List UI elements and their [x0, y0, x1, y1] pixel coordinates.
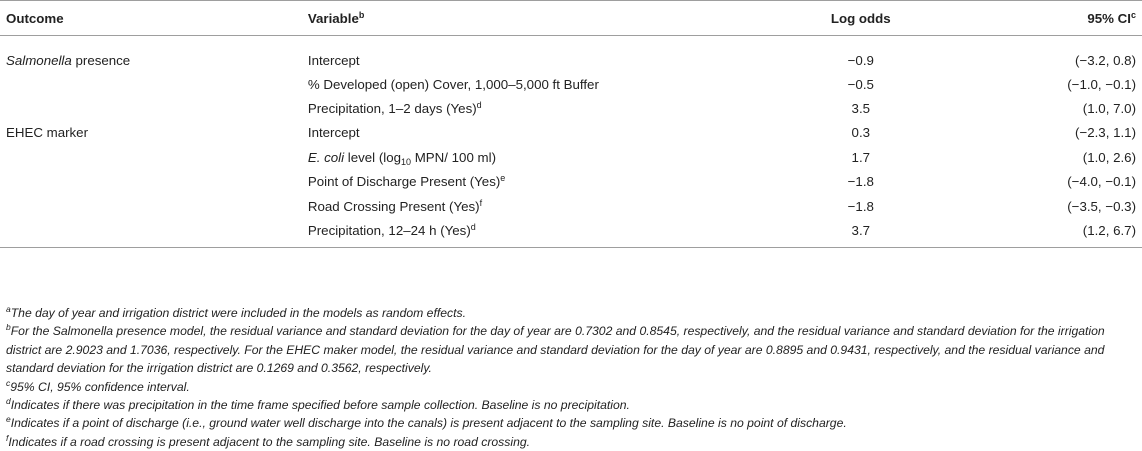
ci-cell: (1.2, 6.7)	[934, 218, 1142, 247]
variable-sup: d	[476, 100, 482, 111]
footnote	[6, 322, 1136, 377]
outcome-cell	[0, 170, 302, 194]
log-odds-cell: 3.7	[781, 218, 934, 247]
header-ci-text: 95% CI	[1087, 10, 1131, 26]
header-ci-sup: c	[1130, 9, 1136, 20]
footnote	[6, 304, 1136, 322]
outcome-cell	[0, 96, 302, 120]
footnote-text: Indicates if there was precipitation in the time frame specified before sample collection. Baseline is no precipitation.	[10, 398, 630, 413]
footnote-mark: e	[6, 414, 11, 425]
variable-cell: % Developed (open) Cover, 1,000–5,000 ft Buffer	[307, 76, 599, 92]
variable-italic: E. coli	[307, 149, 345, 165]
variable-end: MPN/ 100 ml)	[411, 149, 497, 165]
ci-cell: (−3.2, 0.8)	[1075, 52, 1136, 68]
footnote	[6, 433, 1136, 451]
variable-cell: Intercept	[307, 125, 360, 141]
variable-sup: f	[479, 197, 483, 208]
header-variable-text: Variable	[307, 10, 359, 26]
variable-mid: level (log	[344, 149, 402, 165]
variable-cell	[302, 170, 781, 194]
ci-cell: (−2.3, 1.1)	[1075, 125, 1136, 141]
footnote-mark: b	[6, 322, 11, 333]
log-odds-cell: 1.7	[851, 149, 871, 165]
footnote-mark: a	[6, 304, 11, 314]
variable-cell	[302, 194, 781, 218]
ci-cell: (−1.0, −0.1)	[1067, 76, 1136, 92]
variable-cell: Intercept	[307, 52, 360, 68]
outcome-cell	[0, 218, 302, 247]
table-row	[0, 170, 1142, 194]
header-log-odds: Log odds	[781, 1, 934, 36]
ci-cell: (−3.5, −0.3)	[1067, 198, 1136, 214]
footnote-text: 95% CI, 95% confidence interval.	[10, 379, 190, 394]
footnote-text: Indicates if a road crossing is present adjacent to the sampling site. Baseline is no road crossing.	[8, 434, 531, 449]
footnote	[6, 378, 1136, 396]
footnote-mark: c	[6, 377, 11, 388]
variable-text: Precipitation, 12–24 h (Yes)	[307, 223, 471, 239]
footnote-text: The day of year and irrigation district were included in the models as random effects.	[10, 306, 466, 320]
log-odds-cell: −1.8	[847, 174, 874, 190]
variable-text: Point of Discharge Present (Yes)	[307, 174, 501, 190]
variable-sup: d	[470, 222, 476, 233]
outcome-cell	[0, 36, 302, 73]
ci-cell: (−4.0, −0.1)	[1067, 174, 1136, 190]
table-row	[0, 96, 1142, 120]
header-variable	[302, 1, 781, 36]
footnote	[6, 396, 1136, 414]
outcome-cell: EHEC marker	[6, 125, 89, 141]
outcome-cell	[0, 72, 302, 96]
ci-cell: (1.0, 2.6)	[1082, 149, 1136, 165]
log-odds-cell: −1.8	[847, 198, 874, 214]
footnote	[6, 414, 1136, 432]
log-odds-cell: −0.9	[847, 52, 874, 68]
header-ci	[934, 1, 1142, 36]
header-row	[0, 1, 1142, 36]
footnote-text: Indicates if a point of discharge (i.e., ground water well discharge into the canals) is present adjacent to the sampling site. Baseline is no point of discharge.	[10, 416, 847, 431]
outcome-cell	[0, 194, 302, 218]
table-footnotes	[6, 304, 1136, 451]
outcome-rest: presence	[71, 52, 131, 68]
log-odds-cell: 0.3	[851, 125, 871, 141]
table-row	[0, 218, 1142, 247]
outcome-cell	[0, 145, 302, 169]
outcome-italic: Salmonella	[6, 52, 72, 68]
footnote-mark: d	[6, 396, 11, 407]
ci-cell: (1.0, 7.0)	[1082, 101, 1136, 117]
table-row	[0, 72, 1142, 96]
variable-text: Road Crossing Present (Yes)	[307, 198, 480, 214]
variable-cell	[302, 218, 781, 247]
log-odds-cell: −0.5	[847, 76, 874, 92]
variable-text: Precipitation, 1–2 days (Yes)	[307, 101, 477, 117]
variable-cell	[302, 145, 781, 169]
table-row	[0, 145, 1142, 169]
table-row	[0, 194, 1142, 218]
log-odds-cell: 3.5	[851, 101, 871, 117]
variable-sup: e	[500, 173, 506, 184]
header-variable-sup: b	[358, 9, 365, 20]
header-outcome: Outcome	[0, 1, 302, 36]
variable-sub: 10	[401, 156, 412, 167]
variable-cell	[302, 96, 781, 120]
table-row	[0, 121, 1142, 145]
footnote-mark: f	[6, 432, 9, 443]
table-row	[0, 36, 1142, 73]
footnote-text: For the Salmonella presence model, the residual variance and standard deviation for the day of year are 0.7302 and 0.8545, respectively, and the residual variance and standard deviation for the irrigation district are 2.9023 and 1.7036, respectively. For the EHEC maker model, the residual variance and standard deviation for the day of year are 0.8895 and 0.9431, respectively, and the residual variance and standard deviation for the irrigation district are 0.1269 and 0.3562, respectively.	[6, 324, 1105, 376]
